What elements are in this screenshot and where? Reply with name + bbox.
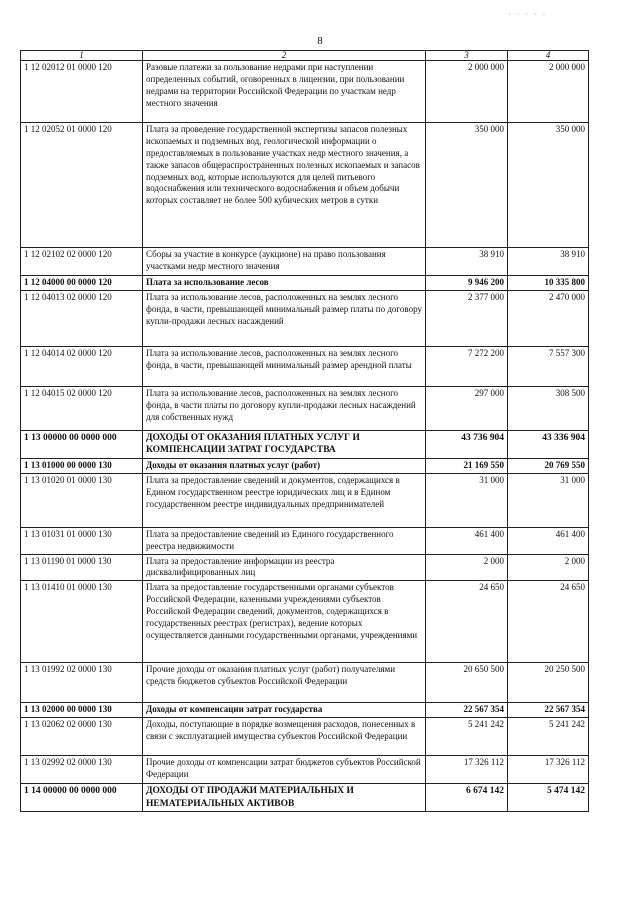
name-cell: Плата за предоставление сведений и документов, содержащихся в Едином государственном реестре юридических лиц и в Едином государственном реестре индивидуальных предпринимателей: [143, 473, 426, 527]
value-cell-2019: 350 000: [426, 123, 508, 248]
code-cell: 1 12 04014 02 0000 120: [21, 346, 143, 386]
name-cell: Прочие доходы от компенсации затрат бюджетов субъектов Российской Федерации: [143, 756, 426, 784]
value-cell-2019: 22 567 354: [426, 703, 508, 718]
table-row: [21, 581, 589, 663]
code-cell: 1 13 01031 01 0000 130: [21, 527, 143, 554]
value-cell-2020: 2 000: [508, 554, 589, 581]
value-cell-2019: 20 650 500: [426, 663, 508, 703]
column-header-4: 4: [508, 51, 589, 61]
table-row: [21, 248, 589, 276]
table-row: [21, 386, 589, 430]
table-row: [21, 123, 589, 248]
table-row-subtotal: [21, 458, 589, 473]
column-header-1: 1: [21, 51, 143, 61]
value-cell-2020: 38 910: [508, 248, 589, 276]
name-cell: Плата за предоставление государственными органами субъектов Российской Федерации, казенными учреждениями субъектов Российской Федерации сведений, документов, содержащихся в государственных реестрах (регистрах), ведение которых осуществляется данными государственными органами, учреждениями: [143, 581, 426, 663]
scan-marks: · · · · ·: [508, 10, 548, 19]
code-cell: 1 14 00000 00 0000 000: [21, 784, 143, 812]
value-cell-2020: 2 470 000: [508, 290, 589, 346]
table-header-row: [21, 51, 589, 61]
value-cell-2020: 31 000: [508, 473, 589, 527]
table-row: [21, 554, 589, 581]
table-row: [21, 61, 589, 123]
table-row: [21, 290, 589, 346]
value-cell-2020: 5 241 242: [508, 718, 589, 756]
code-cell: 1 13 01020 01 0000 130: [21, 473, 143, 527]
value-cell-2020: 5 474 142: [508, 784, 589, 812]
value-cell-2019: 7 272 200: [426, 346, 508, 386]
name-cell: Прочие доходы от оказания платных услуг (работ) получателями средств бюджетов субъектов Российской Федерации: [143, 663, 426, 703]
value-cell-2020: 43 336 904: [508, 430, 589, 458]
value-cell-2019: 38 910: [426, 248, 508, 276]
value-cell-2019: 9 946 200: [426, 276, 508, 291]
name-cell: Плата за проведение государственной экспертизы запасов полезных ископаемых и подземных вод, геологической информации о предоставляемых в пользование участках недр местного значения, а также запасов общераспространенных полезных ископаемых и запасов подземных вод, которые используются для целей питьевого водоснабжения или технического водоснабжения и объем добычи которых составляет не более 500 кубических метров в сутки: [143, 123, 426, 248]
name-cell: Плата за использование лесов, расположенных на землях лесного фонда, в части, превышающей минимальный размер арендной платы: [143, 346, 426, 386]
value-cell-2019: 461 400: [426, 527, 508, 554]
value-cell-2020: 24 650: [508, 581, 589, 663]
table-row: [21, 473, 589, 527]
name-cell: Доходы от компенсации затрат государства: [143, 703, 426, 718]
budget-table: [20, 50, 589, 812]
value-cell-2020: 308 500: [508, 386, 589, 430]
code-cell: 1 12 04013 02 0000 120: [21, 290, 143, 346]
value-cell-2020: 2 000 000: [508, 61, 589, 123]
code-cell: 1 12 02102 02 0000 120: [21, 248, 143, 276]
name-cell: Плата за использование лесов, расположенных на землях лесного фонда, в части платы по договору купли-продажи лесных насаждений для собственных нужд: [143, 386, 426, 430]
table-row-section: [21, 784, 589, 812]
value-cell-2019: 43 736 904: [426, 430, 508, 458]
value-cell-2019: 5 241 242: [426, 718, 508, 756]
code-cell: 1 12 02052 01 0000 120: [21, 123, 143, 248]
name-cell: Плата за использование лесов, расположенных на землях лесного фонда, в части, превышающей минимальный размер платы по договору купли-продажи лесных насаждений: [143, 290, 426, 346]
code-cell: 1 13 02992 02 0000 130: [21, 756, 143, 784]
name-cell: ДОХОДЫ ОТ ПРОДАЖИ МАТЕРИАЛЬНЫХ И НЕМАТЕРИАЛЬНЫХ АКТИВОВ: [143, 784, 426, 812]
value-cell-2020: 350 000: [508, 123, 589, 248]
code-cell: 1 13 00000 00 0000 000: [21, 430, 143, 458]
code-cell: 1 12 04015 02 0000 120: [21, 386, 143, 430]
value-cell-2019: 2 377 000: [426, 290, 508, 346]
value-cell-2019: 2 000 000: [426, 61, 508, 123]
name-cell: Доходы от оказания платных услуг (работ): [143, 458, 426, 473]
code-cell: 1 13 02062 02 0000 130: [21, 718, 143, 756]
name-cell: Плата за предоставление информации из реестра дисквалифицированных лиц: [143, 554, 426, 581]
code-cell: 1 13 01190 01 0000 130: [21, 554, 143, 581]
value-cell-2020: 17 326 112: [508, 756, 589, 784]
column-header-3: 3: [426, 51, 508, 61]
name-cell: Плата за предоставление сведений из Единого государственного реестра недвижимости: [143, 527, 426, 554]
name-cell: Разовые платежи за пользование недрами при наступлении определенных событий, оговоренных в лицензии, при пользовании недрами на территории Российской Федерации по участкам недр местного значения: [143, 61, 426, 123]
table-row-subtotal: [21, 703, 589, 718]
table-row-section: [21, 430, 589, 458]
code-cell: 1 13 02000 00 0000 130: [21, 703, 143, 718]
value-cell-2020: 22 567 354: [508, 703, 589, 718]
code-cell: 1 13 01992 02 0000 130: [21, 663, 143, 703]
value-cell-2020: 10 335 800: [508, 276, 589, 291]
value-cell-2019: 6 674 142: [426, 784, 508, 812]
value-cell-2019: 2 000: [426, 554, 508, 581]
value-cell-2019: 17 326 112: [426, 756, 508, 784]
value-cell-2020: 7 557 300: [508, 346, 589, 386]
value-cell-2019: 31 000: [426, 473, 508, 527]
code-cell: 1 12 02012 01 0000 120: [21, 61, 143, 123]
code-cell: 1 12 04000 00 0000 120: [21, 276, 143, 291]
name-cell: Доходы, поступающие в порядке возмещения расходов, понесенных в связи с эксплуатацией имущества субъектов Российской Федерации: [143, 718, 426, 756]
code-cell: 1 13 01000 00 0000 130: [21, 458, 143, 473]
value-cell-2020: 461 400: [508, 527, 589, 554]
name-cell: Плата за использование лесов: [143, 276, 426, 291]
value-cell-2019: 24 650: [426, 581, 508, 663]
value-cell-2019: 21 169 550: [426, 458, 508, 473]
name-cell: ДОХОДЫ ОТ ОКАЗАНИЯ ПЛАТНЫХ УСЛУГ И КОМПЕНСАЦИИ ЗАТРАТ ГОСУДАРСТВА: [143, 430, 426, 458]
value-cell-2019: 297 000: [426, 386, 508, 430]
table-row: [21, 527, 589, 554]
code-cell: 1 13 01410 01 0000 130: [21, 581, 143, 663]
table-row: [21, 663, 589, 703]
name-cell: Сборы за участие в конкурсе (аукционе) на право пользования участками недр местного значения: [143, 248, 426, 276]
value-cell-2020: 20 250 500: [508, 663, 589, 703]
value-cell-2020: 20 769 550: [508, 458, 589, 473]
column-header-2: 2: [143, 51, 426, 61]
page-number: 8: [317, 35, 323, 47]
table-row: [21, 346, 589, 386]
table-row-subtotal: [21, 276, 589, 291]
table-row: [21, 718, 589, 756]
table-row: [21, 756, 589, 784]
